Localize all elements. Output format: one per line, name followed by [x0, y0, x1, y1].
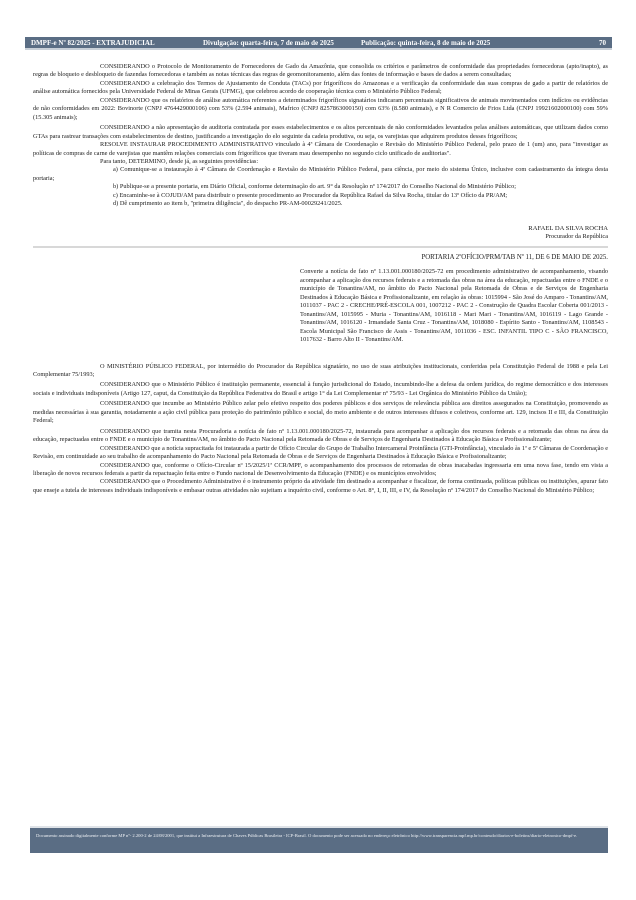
paragraph: CONSIDERANDO o Protocolo de Monitoramento de Fornecedores de Gado da Amazônia, que consolida os critérios e parâmetros de conformidade das propriedades fornecedoras (apto/inapto), as regras de bloqueio e desbloqueio de fazendas fornecedoras e também as notas técnicas das regras de geomonitoramento, além das fontes de informação e bases de dados a serem consultadas;: [33, 63, 608, 79]
paragraph: Para tanto, DETERMINO, desde já, as seguintes providências:: [100, 157, 259, 165]
paragraph: CONSIDERANDO que o Ministério Público é instituição permanente, essencial à função jurisdicional do Estado, incumbindo-lhe a defesa da ordem jurídica, do regime democrático e dos interesses sociais e individuais indisponíveis (Artigo 127, caput, da Constituição da República Federativa do Brasil e artigo 1° da Lei Complementar nº 75/93 - Lei Orgânica do Ministério Público da União);: [33, 381, 608, 397]
list-item: c) Encaminhe-se à COJUD/AM para distribuir o presente procedimento ao Procurador da República Rafael da Silva Rocha, titular do 13º Ofício da PR/AM;: [113, 191, 508, 199]
second-act: [33, 254, 608, 496]
signature-block: [33, 225, 608, 242]
signature-title: Procurador da República: [545, 233, 608, 241]
signature-name: RAFAEL DA SILVA ROCHA: [528, 224, 608, 232]
paragraph: CONSIDERANDO que os relatórios de análise automática referentes a determinados frigoríficos signatários indicaram percentuais significativos de animais movimentados com indícios ou evidências de não conformidades em 2022: Bovinorte (CNPJ 4764429000106) com 53% (2.594 animais), Mafrico (CNPJ 8257863000150) com 63% (8.580 animais), e N R Comercio de Frios Ltda (CNPJ 19921602000100) com 59% (15.305 animais);: [33, 96, 608, 121]
paragraph: RESOLVE INSTAURAR PROCEDIMENTO ADMINISTRATIVO vinculado à 4ª Câmara de Coordenação e Revisão do Ministério Público Federal, pelo prazo de 1 (um) ano, para "investigar as políticas de compras de carne de varejistas que mantêm relações comerciais com frigoríficos que tiveram mau desempenho no segundo ciclo unificado de auditorias".: [33, 141, 608, 157]
first-act: [33, 63, 608, 242]
edition-label: DMPF-e Nº 82/2025 - EXTRAJUDICIAL: [31, 38, 155, 47]
list-item: b) Publique-se a presente portaria, em Diário Oficial, conforme determinação do art. 9° da Resolução nº 174/2017 do Conselho Nacional do Ministério Público;: [113, 183, 516, 191]
paragraph: O MINISTÉRIO PÚBLICO FEDERAL, por intermédio do Procurador da República signatário, no uso de suas atribuições institucionais, conferidas pela Constituição Federal de 1988 e pela Lei Complementar 75/1993;: [33, 362, 608, 379]
footer-text: Documento assinado digitalmente conforme MP nº- 2.200-2 de 24/08/2001, que institui a Infraestrutura de Chaves Públicas Brasileira - ICP-Brasil. O documento pode ser acessado no endereço eletrônico http://www.transparencia.mpf.mp.br/conteudo/diarios-e-boletins/diario-eletronico-dmpf-e.: [36, 833, 578, 838]
page-number: 70: [599, 38, 606, 47]
document-body: [33, 63, 608, 495]
ementa: Converte a notícia de fato nº 1.13.001.000180/2025-72 em procedimento administrativo de acompanhamento, visando acompanhar a aplicação dos recursos federais e a retomada das obras na área da educação, repactuadas entre o FNDE e o município de Tonantins/AM, no âmbito do Pacto Nacional pela Retomada de Obras e de Serviços de Engenharia Destinados à Educação Básica e Profissionalizante, em relação às obras: 1015994 - São José do Amparo - Tonantins/AM, 1011037 - PAC 2 - CRECHE/PRÉ-ESCOLA 001, 1007212 - PAC 2 - Construção de Quadra Escolar Coberta 001/2013 - Tonantins/AM, 1015995 - Muria - Tonantins/AM, 1016118 - Mari Mari - Tonantins/AM, 1016119 - Lago Grande - Tonantins/AM, 1016120 - Irmandade Santa Cruz - Tonantins/AM, 1018080 - Espírito Santo - Tonantins/AM, 1108543 - Escola Municipal São Francisco de Assis - Tonantins/AM, 1011036 - ESC. INFANTIL TIPO C - SÃO FRANCISCO, 1017632 - Barro Alto II - Tonantins/AM.: [300, 268, 608, 344]
paragraph: CONSIDERANDO que incumbe ao Ministério Público zelar pelo efetivo respeito dos poderes públicos e dos serviços de relevância pública aos direitos assegurados na Constituição, promovendo as medidas necessárias à sua garantia, notadamente a ação civil pública para proteção do patrimônio público e social, do meio ambiente e de outros interesses difusos e coletivos, conforme art. 129, incisos II e III, da Constituição Federal;: [33, 400, 608, 425]
paragraph: CONSIDERANDO que tramita nesta Procuradoria a notícia de fato nº 1.13.001.000180/2025-72, instaurada para acompanhar a aplicação dos recursos federais e a retomada das obras na área da educação, repactuadas entre o FNDE e o município de Tonantins/AM, no âmbito do Pacto Nacional pela Retomada de Obras e de Serviços de Engenharia Destinados à Educação Básica e Profissionalizante;: [33, 427, 608, 444]
paragraph: CONSIDERANDO que, conforme o Ofício-Circular nº 15/2025/1ª CCR/MPF, o acompanhamento dos processos de retomadas de obras inacabadas ingressaria em uma nova fase, tendo em vista a liberação de novos recursos federais a partir da repactuação feita entre o Fundo nacional de Desenvolvimento da Educação (FNDE) e os municípios envolvidos;: [33, 461, 608, 477]
paragraph: CONSIDERANDO a celebração dos Termos de Ajustamento de Conduta (TACs) por frigoríficos do Amazonas e a verificação da conformidade das suas compras de gado a partir de relatórios de análise automática fornecidos pela Universidade Federal de Minas Gerais (UFMG), que celebrou acordo de cooperação técnica com o Ministério Público Federal;: [33, 79, 608, 96]
list-item: d) Dê cumprimento ao item b, "primeira diligência", do despacho PR-AM-00029241/2025.: [113, 200, 343, 208]
page-header-bar: [25, 37, 612, 48]
footer-signature-notice: [30, 828, 608, 853]
divulgacao-date: Divulgação: quarta-feira, 7 de maio de 2025: [203, 38, 334, 47]
publicacao-date: Publicação: quinta-feira, 8 de maio de 2025: [361, 38, 491, 47]
paragraph: CONSIDERANDO que a notícia supracitada foi instaurada a partir de Ofício Circular do Grupo de Trabalho Intercameral Proinfância (GTI-Proinfância), vinculado às 1ª e 5ª Câmaras de Coordenação e Revisão, em continuidade ao seu trabalho de acompanhamento do Pacto Nacional pela Retomada de Obras e de Serviços de Engenharia Destinados à Educação Básica e Profissionalizante;: [33, 444, 608, 461]
paragraph: CONSIDERANDO que o Procedimento Administrativo é o instrumento próprio da atividade fim destinado a acompanhar e fiscalizar, de forma continuada, políticas públicas ou instituições, apurar fato que enseje a tutela de interesses individuais indisponíveis e embasar outras atividades não sujeitam a inquérito civil, conforme o Art. 8°, I, II, III, e IV, da Resolução nº 174/2017 do Conselho Nacional do Ministério Público;: [33, 478, 608, 494]
paragraph: CONSIDERANDO a não apresentação de auditoria contratada por esses estabelecimentos e os altos percentuais de não conformidades levantados pelas análises automáticas, que utilizam dados como GTAs para rastrear transações com estabelecimentos de destino, justificando a investigação do elo seguinte da cadeia produtiva, ou seja, os varejistas que adquirem produtos desses frigoríficos;: [33, 124, 608, 140]
list-item: a) Comunique-se a instauração à 4ª Câmara de Coordenação e Revisão do Ministério Público Federal, para ciência, por meio do sistema Único, inclusive com cadastramento da íntegra desta portaria;: [33, 166, 608, 182]
portaria-title: PORTARIA 2ºOFÍCIO/PRM/TAB Nº 11, DE 6 DE MAIO DE 2025.: [421, 253, 608, 261]
section-divider: [33, 246, 608, 248]
